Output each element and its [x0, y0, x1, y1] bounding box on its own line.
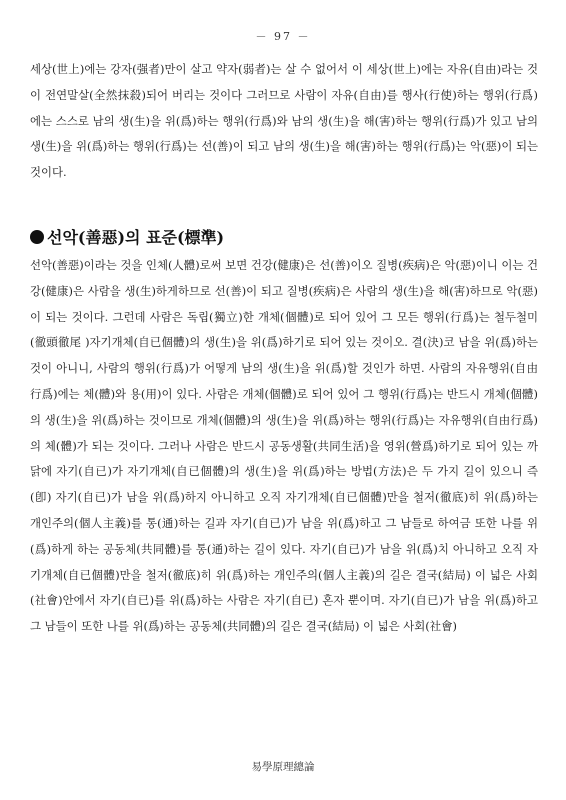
section-heading-text: 선악(善惡)의 표준(標準) — [47, 228, 225, 247]
section-heading — [30, 225, 224, 251]
footer-book-title: 易學原理總論 — [251, 761, 315, 773]
bullet-icon — [30, 230, 44, 244]
section-paragraph: 선악(善惡)이라는 것을 인체(人體)로써 보면 건강(健康)은 선(善)이오 질병(疾病)은 악(惡)이니 이는 건강(健康)은 사람을 생(生)하게하므로 선(善)이 되고 질병(疾病)은 사람의 생(生)을 해(害)하므로 악(惡)이 되는 것이다. 그런데 사람은 독립(獨立)한 개체(個體)로 되어 있어 그 모든 행위(行爲)는 철두철미(徹頭徹尾 )자기개체(自已個體)의 생(生)을 위(爲)하기로 되어 있는 것이오. 결(決)코 남을 위(爲)하는 것이 아니니, 사람의 행위(行爲)가 어떻게 남의 생(生)을 위(爲)할 것인가 하면. 사람의 자유행위(自由行爲)에는 체(體)와 용(用)이 있다. 사람은 개체(個體)로 되어 있어 그 행위(行爲)는 반드시 개체(個體)의 생(生)을 위(爲)하는 것이므로 개체(個體)의 생(生)을 위(爲)하는 행위(行爲)는 자유행위(自由行爲)의 체(體)가 되는 것이다. 그러나 사람은 반드시 공동생활(共同生活)을 영위(營爲)하기로 되어 있는 까닭에 자기(自已)가 자기개체(自已個體)의 생(生)을 위(爲)하는 방법(方法)은 두 가지 길이 있으니 즉(卽) 자기(自已)가 남을 위(爲)하지 아니하고 오직 자기개체(自已個體)만을 철저(徹底)히 위(爲)하는 개인주의(個人主義)를 통(通)하는 길과 자기(自已)가 남을 위(爲)하고 그 남들로 하여금 또한 나를 위(爲)하게 하는 공동체(共同體)를 통(通)하는 길이 있다. 자기(自已)가 남을 위(爲)치 아니하고 오직 자기개체(自已個體)만을 철저(徹底)히 위(爲)하는 개인주의(個人主義)의 길은 결국(結局) 이 넓은 사회(社會)안에서 자기(自已)를 위(爲)하는 사람은 자기(自已) 혼자 뿐이며. 자기(自已)가 남을 위(爲)하고 그 남들이 또한 나를 위(爲)하는 공동체(共同體)의 길은 결국(結局) 이 넓은 사회(社會) — [30, 258, 538, 634]
page-number: － 97 － — [255, 30, 311, 43]
body-paragraph: 세상(世上)에는 강자(强者)만이 살고 약자(弱者)는 살 수 없어서 이 세상(世上)에는 자유(自由)라는 것이 전연말살(全然抹殺)되어 버리는 것이다 그러므로 사람이 자유(自由)를 행사(行使)하는 행위(行爲)에는 스스로 남의 생(生)을 위(爲)하는 행위(行爲)와 남의 생(生)을 해(害)하는 행위(行爲)가 있고 남의 생(生)을 위(爲)하는 행위(行爲)는 선(善)이 되고 남의 생(生)을 해(害)하는 행위(行爲)는 악(惡)이 되는 것이다. — [30, 62, 538, 180]
